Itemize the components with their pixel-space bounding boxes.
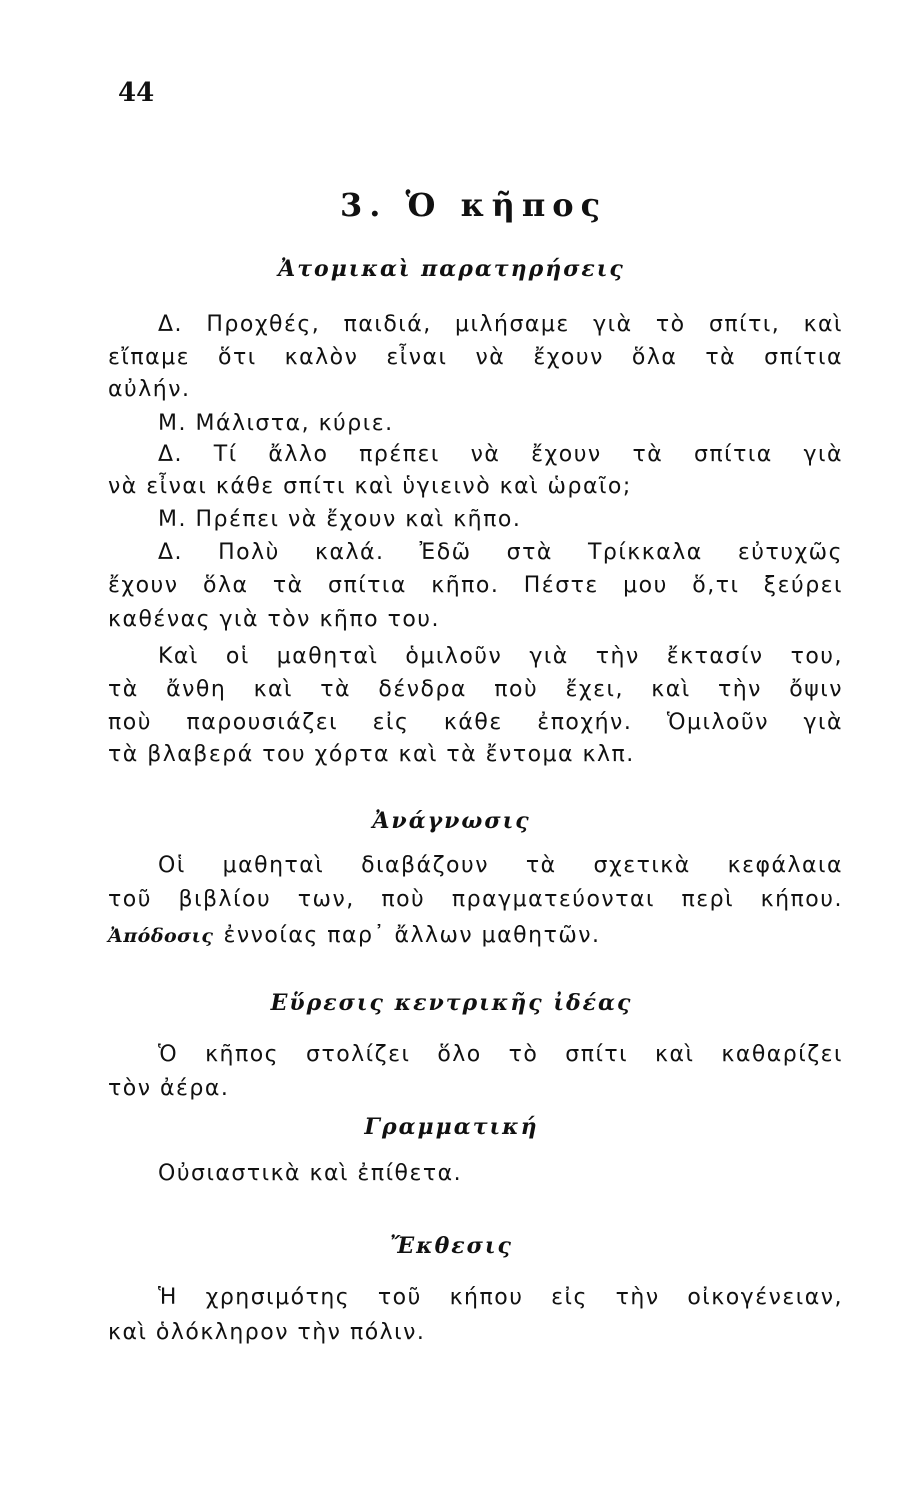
text-line: τὰ βλαβερά του χόρτα καὶ τὰ ἔντομα κλπ. [108,742,635,767]
text-line: Δ. Προχθές, παιδιά, μιλήσαμε γιὰ τὸ σπίτι, καὶ [158,312,843,337]
section-heading-grammar: Γραμματική [364,1114,539,1140]
page-number: 44 [118,78,155,108]
text-line: νὰ εἶναι κάθε σπίτι καὶ ὑγιεινὸ καὶ ὡραῖο; [108,474,632,499]
text-line: Οἱ μαθηταὶ διαβάζουν τὰ σχετικὰ κεφάλαια [158,853,843,878]
text-line: καθένας γιὰ τὸν κῆπο του. [108,607,440,632]
apodosis-line [108,923,843,948]
text-line: τὰ ἄνθη καὶ τὰ δένδρα ποὺ ἔχει, καὶ τὴν ὄψιν [108,677,843,702]
text-line: αὐλήν. [108,377,191,402]
text-line: ποὺ παρουσιάζει εἰς κάθε ἐποχήν. Ὁμιλοῦν γιὰ [108,710,843,735]
text-line: καὶ ὁλόκληρον τὴν πόλιν. [108,1320,426,1345]
text-line: τὸν ἀέρα. [108,1076,230,1101]
section-heading-observations: Ἀτομικαὶ παρατηρήσεις [278,256,625,282]
text-line: Ἡ χρησιμότης τοῦ κήπου εἰς τὴν οἰκογένειαν, [158,1285,843,1310]
text-line: ἔχουν ὅλα τὰ σπίτια κῆπο. Πέστε μου ὅ,τι ξεύρει [108,573,843,598]
text-line: Καὶ οἱ μαθηταὶ ὁμιλοῦν γιὰ τὴν ἔκτασίν του, [158,644,843,669]
text-line: Μ. Μάλιστα, κύριε. [158,411,394,436]
section-heading-composition: Ἔκθεσις [390,1233,513,1259]
text-line: Δ. Τί ἄλλο πρέπει νὰ ἔχουν τὰ σπίτια γιὰ [158,442,843,467]
text-line: Ὁ κῆπος στολίζει ὅλο τὸ σπίτι καὶ καθαρίζει [158,1042,843,1067]
text-line: τοῦ βιβλίου των, ποὺ πραγματεύονται περὶ κήπου. [108,887,843,912]
apodosis-text: ἐννοίας παρ᾽ ἄλλων μαθητῶν. [223,923,601,948]
text-line: Οὐσιαστικὰ καὶ ἐπίθετα. [158,1161,463,1186]
text-line: Δ. Πολὺ καλά. Ἐδῶ στὰ Τρίκκαλα εὐτυχῶς [158,540,843,565]
section-heading-central-idea: Εὕρεσις κεντρικῆς ἰδέας [270,990,633,1016]
apodosis-label: Ἀπόδοσις [108,925,214,947]
text-line: εἴπαμε ὅτι καλὸν εἶναι νὰ ἔχουν ὅλα τὰ σπίτια [108,345,843,370]
text-line: Μ. Πρέπει νὰ ἔχουν καὶ κῆπο. [158,507,522,532]
chapter-title: 3. Ὁ κῆπος [340,186,608,224]
section-heading-reading: Ἀνάγνωσις [372,808,531,834]
